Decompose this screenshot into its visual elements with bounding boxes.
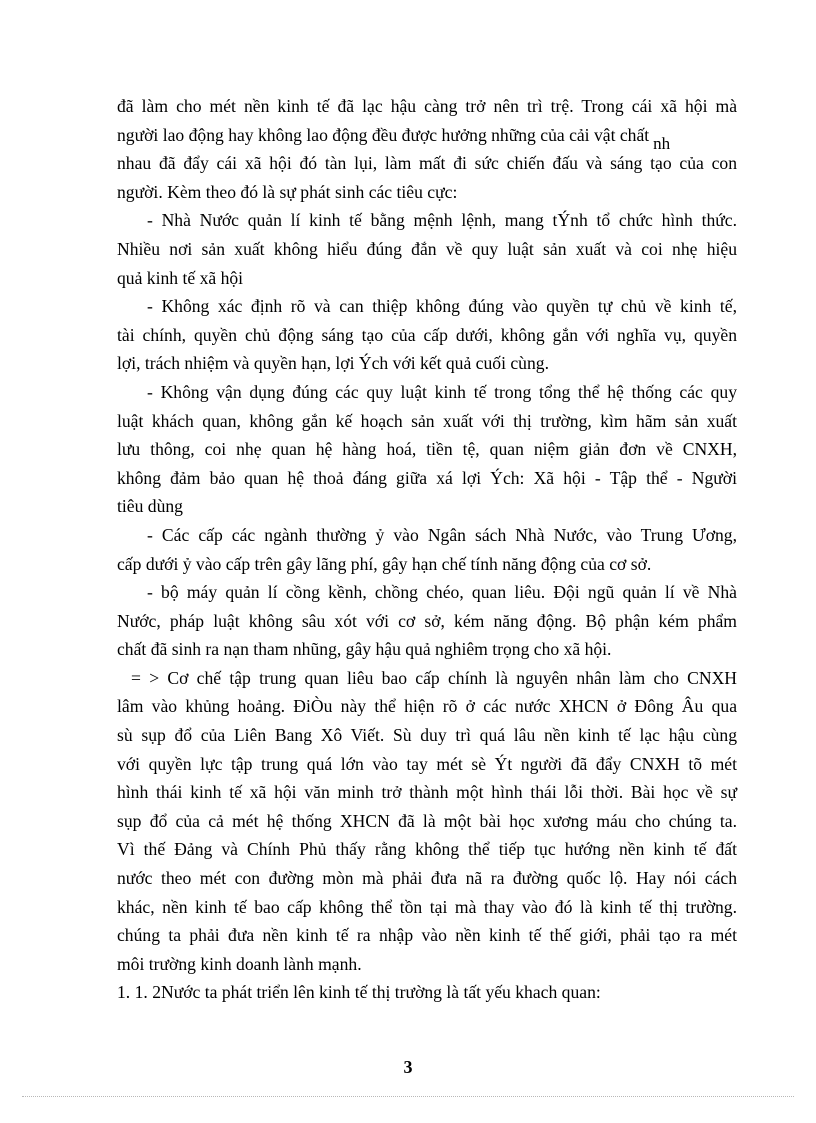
section-heading: 1. 1. 2Nước ta phát triển lên kinh tế thị trường là tất yếu khach quan:: [117, 982, 601, 1003]
text-line: cấp dưới ỷ vào cấp trên gây lãng phí, gây hạn chế tính năng động của cơ sở.: [117, 553, 652, 574]
footer-divider: [22, 1096, 794, 1097]
text-line: lâm vào khủng hoảng. ĐiÒu này thể hiện rõ ở các nước XHCN ở Đông Âu qua: [117, 696, 737, 717]
page-number: 3: [403, 1057, 413, 1077]
text-line: chất đã sinh ra nạn tham nhũng, gây hậu quả nghiêm trọng cho xã hội.: [117, 639, 612, 660]
text-line-subscript: nh: [653, 133, 671, 153]
text-line: người. Kèm theo đó là sự phát sinh các tiêu cực:: [117, 181, 458, 202]
text-line: - Các cấp các ngành thường ỷ vào Ngân sách Nhà Nước, vào Trung Ương,: [147, 524, 737, 545]
text-line: - Nhà Nước quản lí kinh tế bằng mệnh lệnh, mang tÝnh tổ chức hình thức.: [147, 210, 737, 231]
text-line: - Không xác định rõ và can thiệp không đúng vào quyền tự chủ về kinh tế,: [147, 296, 737, 317]
text-line: nước theo mét con đường mòn mà phải đưa nã ra đường quốc lộ. Hay nói cách: [117, 868, 737, 889]
text-line: môi trường kinh doanh lành mạnh.: [117, 953, 362, 974]
text-line: lợi, trách nhiệm và quyền hạn, lợi Ých với kết quả cuối cùng.: [117, 353, 549, 374]
text-line: Nhiều nơi sản xuất không hiểu đúng đắn về quy luật sản xuất và coi nhẹ hiệu: [117, 238, 737, 259]
text-line: nhau đã đẩy cái xã hội đó tàn lụi, làm mất đi sức chiến đấu và sáng tạo của con: [117, 153, 737, 174]
text-line: Vì thế Đảng và Chính Phủ thấy rằng không thể tiếp tục hướng nền kinh tế đất: [117, 839, 737, 860]
text-line: sụp đổ của cả mét hệ thống XHCN đã là một bài học xương máu cho chúng ta.: [117, 810, 737, 831]
text-line: sù sụp đổ của Liên Bang Xô Viết. Sù duy trì quá lâu nền kinh tế lạc hậu cùng: [117, 725, 737, 746]
text-line: - Không vận dụng đúng các quy luật kinh tế trong tổng thể hệ thống các quy: [147, 381, 737, 402]
text-line: [117, 121, 737, 153]
text-line: = > Cơ chế tập trung quan liêu bao cấp chính là nguyên nhân làm cho CNXH: [131, 667, 737, 688]
body-text: [117, 92, 737, 1007]
text-line: chúng ta phải đưa nền kinh tế ra nhập vào nền kinh tế thế giới, phải tạo ra mét: [117, 925, 737, 946]
text-line: Nước, pháp luật không sâu xót với cơ sở, kém năng động. Bộ phận kém phẩm: [117, 610, 737, 631]
text-line: đã làm cho mét nền kinh tế đã lạc hậu càng trở nên trì trệ. Trong cái xã hội mà: [117, 96, 737, 116]
text-line: tài chính, quyền chủ động sáng tạo của cấp dưới, không gắn với nghĩa vụ, quyền: [117, 324, 737, 345]
text-line-main: người lao động hay không lao động đều được hưởng những của cải vật chất: [117, 124, 650, 145]
text-line: khác, nền kinh tế bao cấp không thể tồn tại mà thay vào đó là kinh tế thị trường.: [117, 896, 737, 917]
text-line: với quyền lực tập trung quá lớn vào tay mét sè Ýt người đã đẩy CNXH tõ mét: [117, 753, 737, 774]
text-line: không đảm bảo quan hệ thoả đáng giữa xá lợi Ých: Xã hội - Tập thể - Người: [117, 467, 737, 488]
text-line: tiêu dùng: [117, 496, 183, 517]
text-line: - bộ máy quản lí cồng kềnh, chồng chéo, quan liêu. Đội ngũ quản lí về Nhà: [147, 582, 737, 603]
text-line: lưu thông, coi nhẹ quan hệ hàng hoá, tiền tệ, quan niệm giản đơn về CNXH,: [117, 439, 737, 460]
text-line: hình thái kinh tế xã hội văn minh trở thành một hình thái lỗi thời. Bài học về sự: [117, 782, 737, 803]
text-line: quả kinh tế xã hội: [117, 267, 244, 288]
text-line: luật khách quan, không gắn kế hoạch sản xuất với thị trường, kìm hãm sản xuất: [117, 410, 737, 431]
